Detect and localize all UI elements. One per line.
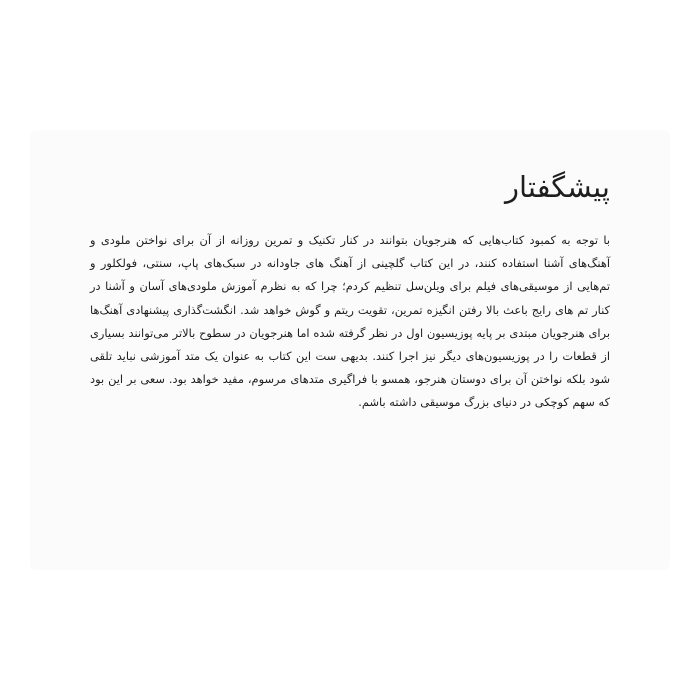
page-title: پیشگفتار: [505, 170, 610, 204]
document-content: [90, 165, 610, 415]
document-page: [30, 130, 670, 570]
body-paragraph: با توجه به کمبود کتاب‌هایی که هنرجویان بتوانند در کنار تکنیک و تمرین روزانه از آن برای نواختن ملودی و آهنگ‌های آشنا استفاده کنند، در این کتاب گلچینی از آهنگ های جاودانه در سبک‌های پاپ، سنتی، فولکلور و تم‌هایی از موسیقی‌های فیلم برای ویلن‌سل تنظیم کردم؛ چرا که به نظرم آموزش ملودی‌های آسان و آشنا در کنار تم های رایج باعث بالا رفتن انگیزه تمرین، تقویت ریتم و گوش خواهد شد. انگشت‌گذاری پیشنهادی آهنگ‌ها برای هنرجویان مبتدی بر پایه پوزیسیون اول در نظر گرفته شده اما هنرجویان در سطوح بالاتر می‌توانند بسیاری از قطعات را در پوزیسیون‌های دیگر نیز اجرا کنند. بدیهی ست این کتاب به عنوان یک متد آموزشی نباید تلقی شود بلکه نواختن آن برای دوستان هنرجو، همسو با فراگیری متدهای مرسوم، مفید خواهد بود. سعی بر این بود که سهم کوچکی در دنیای بزرگ موسیقی داشته باشم.: [90, 233, 610, 410]
